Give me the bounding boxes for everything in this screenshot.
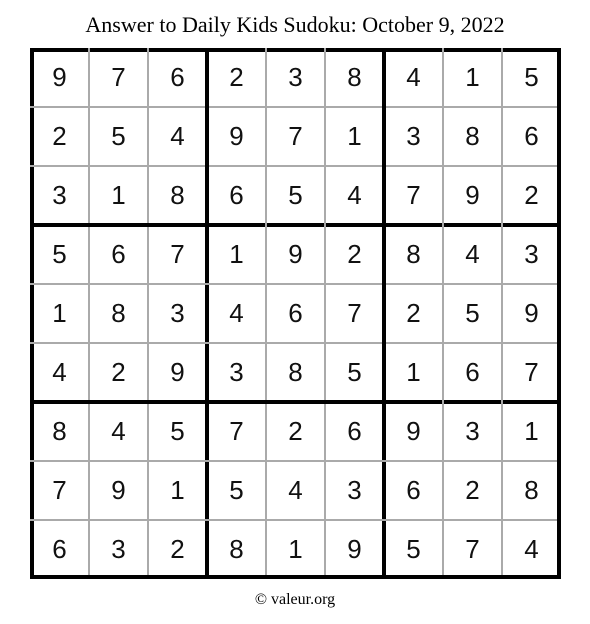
cell-divider-vertical — [147, 48, 149, 579]
sudoku-cell: 4 — [170, 121, 185, 151]
sudoku-cell: 6 — [347, 416, 362, 446]
sudoku-cell: 6 — [111, 239, 126, 269]
box-divider-horizontal — [30, 223, 561, 227]
sudoku-cell: 9 — [347, 534, 362, 564]
sudoku-cell: 5 — [229, 475, 244, 505]
sudoku-cell: 9 — [52, 62, 67, 92]
sudoku-cell: 4 — [406, 62, 421, 92]
sudoku-cell: 3 — [111, 534, 126, 564]
sudoku-cell: 5 — [52, 239, 67, 269]
box-divider-horizontal — [30, 575, 561, 579]
sudoku-cell: 6 — [406, 475, 421, 505]
sudoku-cell: 2 — [524, 180, 539, 210]
sudoku-cell: 2 — [111, 357, 126, 387]
sudoku-cell: 1 — [170, 475, 185, 505]
cell-divider-vertical — [265, 48, 267, 579]
sudoku-cell: 7 — [52, 475, 67, 505]
cell-divider-vertical — [442, 48, 444, 579]
sudoku-cell: 1 — [111, 180, 126, 210]
sudoku-cell: 1 — [524, 416, 539, 446]
sudoku-cell: 5 — [170, 416, 185, 446]
sudoku-cell: 1 — [406, 357, 421, 387]
sudoku-cell: 2 — [406, 298, 421, 328]
sudoku-cell: 9 — [288, 239, 303, 269]
sudoku-cell: 1 — [347, 121, 362, 151]
sudoku-cell: 4 — [347, 180, 362, 210]
cell-divider-horizontal — [30, 283, 561, 285]
sudoku-cell: 8 — [406, 239, 421, 269]
sudoku-cell: 8 — [229, 534, 244, 564]
box-divider-vertical — [382, 48, 386, 579]
sudoku-cell: 5 — [288, 180, 303, 210]
cell-divider-horizontal — [30, 165, 561, 167]
sudoku-cell: 6 — [288, 298, 303, 328]
sudoku-cell: 3 — [170, 298, 185, 328]
sudoku-cell: 4 — [229, 298, 244, 328]
sudoku-cell: 2 — [170, 534, 185, 564]
sudoku-cell: 2 — [465, 475, 480, 505]
sudoku-cell: 4 — [524, 534, 539, 564]
cell-divider-vertical — [88, 48, 90, 579]
sudoku-cell: 3 — [406, 121, 421, 151]
cell-divider-vertical — [501, 48, 503, 579]
sudoku-cell: 7 — [288, 121, 303, 151]
sudoku-cell: 9 — [170, 357, 185, 387]
sudoku-cell: 3 — [229, 357, 244, 387]
sudoku-cell: 6 — [229, 180, 244, 210]
box-divider-vertical — [205, 48, 209, 579]
sudoku-cell: 2 — [347, 239, 362, 269]
sudoku-cell: 1 — [52, 298, 67, 328]
sudoku-board — [30, 48, 561, 579]
sudoku-cell: 5 — [465, 298, 480, 328]
box-divider-horizontal — [30, 48, 561, 52]
copyright-footer: © valeur.org — [254, 591, 336, 608]
sudoku-cell: 4 — [52, 357, 67, 387]
sudoku-cell: 2 — [52, 121, 67, 151]
sudoku-cell: 9 — [524, 298, 539, 328]
sudoku-cell: 6 — [52, 534, 67, 564]
sudoku-cell: 3 — [52, 180, 67, 210]
sudoku-cell: 9 — [406, 416, 421, 446]
sudoku-cell: 8 — [524, 475, 539, 505]
sudoku-cell: 7 — [465, 534, 480, 564]
sudoku-cell: 6 — [170, 62, 185, 92]
sudoku-cell: 3 — [465, 416, 480, 446]
box-divider-vertical — [557, 48, 561, 579]
sudoku-cell: 5 — [347, 357, 362, 387]
box-divider-vertical — [30, 48, 34, 579]
sudoku-cell: 5 — [524, 62, 539, 92]
sudoku-cell: 7 — [347, 298, 362, 328]
sudoku-cell: 7 — [111, 62, 126, 92]
sudoku-cell: 8 — [347, 62, 362, 92]
sudoku-cell: 3 — [288, 62, 303, 92]
cell-divider-horizontal — [30, 519, 561, 521]
sudoku-cell: 2 — [229, 62, 244, 92]
sudoku-cell: 3 — [347, 475, 362, 505]
sudoku-cell: 9 — [111, 475, 126, 505]
sudoku-cell: 2 — [288, 416, 303, 446]
sudoku-cell: 1 — [465, 62, 480, 92]
sudoku-cell: 3 — [524, 239, 539, 269]
sudoku-cell: 7 — [170, 239, 185, 269]
sudoku-cell: 8 — [288, 357, 303, 387]
cell-divider-vertical — [324, 48, 326, 579]
sudoku-cell: 4 — [111, 416, 126, 446]
sudoku-cell: 8 — [465, 121, 480, 151]
sudoku-cell: 4 — [288, 475, 303, 505]
sudoku-cell: 7 — [229, 416, 244, 446]
sudoku-cell: 8 — [52, 416, 67, 446]
cell-divider-horizontal — [30, 460, 561, 462]
sudoku-cell: 6 — [465, 357, 480, 387]
sudoku-cell: 1 — [288, 534, 303, 564]
sudoku-cell: 5 — [111, 121, 126, 151]
sudoku-cell: 6 — [524, 121, 539, 151]
sudoku-cell: 7 — [524, 357, 539, 387]
page-title: Answer to Daily Kids Sudoku: October 9, 2022 — [85, 12, 505, 37]
box-divider-horizontal — [30, 400, 561, 404]
sudoku-cell: 8 — [170, 180, 185, 210]
cell-divider-horizontal — [30, 342, 561, 344]
cell-divider-horizontal — [30, 106, 561, 108]
sudoku-cell: 7 — [406, 180, 421, 210]
sudoku-cell: 9 — [465, 180, 480, 210]
sudoku-cell: 1 — [229, 239, 244, 269]
sudoku-cell: 5 — [406, 534, 421, 564]
sudoku-cell: 9 — [229, 121, 244, 151]
sudoku-cell: 4 — [465, 239, 480, 269]
sudoku-cell: 8 — [111, 298, 126, 328]
